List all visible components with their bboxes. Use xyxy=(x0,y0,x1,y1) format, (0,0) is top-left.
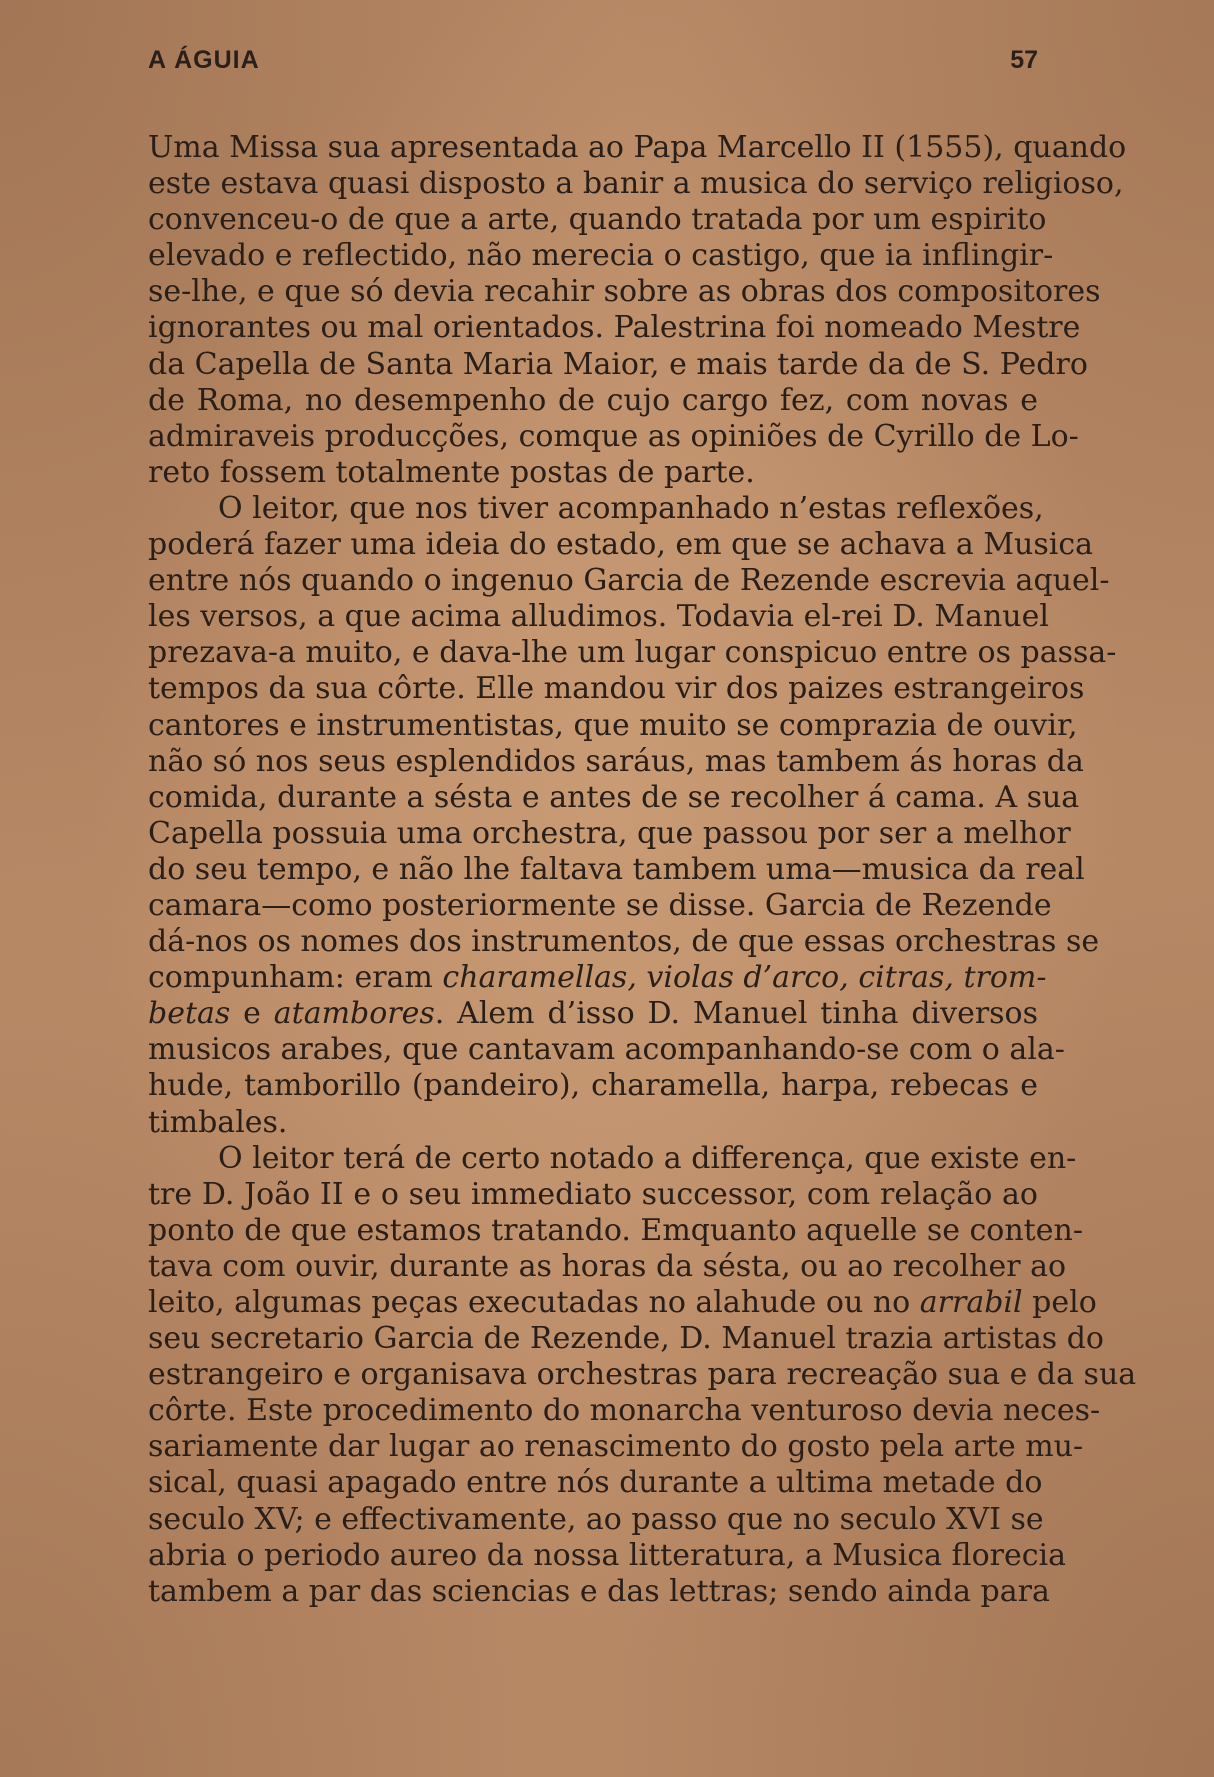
text-line: camara—como posteriormente se disse. Garcia de Rezende xyxy=(148,887,1052,923)
text-line: ponto de que estamos tratando. Emquanto aquelle se conten- xyxy=(148,1212,1083,1248)
text-line: seu secretario Garcia de Rezende, D. Manuel trazia artistas do xyxy=(148,1321,1104,1357)
text-line: compunham: eram charamellas, violas d’arco, citras, trom- xyxy=(148,960,1047,996)
text-line: leito, algumas peças executadas no alahude ou no arrabil pelo xyxy=(148,1285,1097,1320)
text-line: comida, durante a sésta e antes de se recolher á cama. A sua xyxy=(148,779,1080,815)
text-line: O leitor, que nos tiver acompanhado n’estas reflexões, xyxy=(218,490,1044,526)
text-line: seculo XV; e effectivamente, ao passo que no seculo XVI se xyxy=(148,1501,1044,1537)
text-line: tava com ouvir, durante as horas da sésta, ou ao recolher ao xyxy=(148,1248,1067,1284)
text-line: hude, tamborillo (pandeiro), charamella, harpa, rebecas e xyxy=(148,1068,1038,1104)
running-head xyxy=(148,46,1038,86)
text-line: betas e atambores. Alem d’isso D. Manuel tinha diversos xyxy=(148,996,1039,1032)
text-line: sical, quasi apagado entre nós durante a ultima metade do xyxy=(148,1465,1043,1501)
text-line: côrte. Este procedimento do monarcha venturoso devia neces- xyxy=(148,1393,1101,1429)
text-line: se-lhe, e que só devia recahir sobre as obras dos compositores xyxy=(148,274,1101,310)
text-line: da Capella de Santa Maria Maior, e mais tarde da de S. Pedro xyxy=(148,346,1088,382)
text-line: este estava quasi disposto a banir a musica do serviço religioso, xyxy=(148,166,1124,202)
text-line: O leitor terá de certo notado a differença, que existe en- xyxy=(218,1140,1077,1176)
text-line: reto fossem totalmente postas de parte. xyxy=(148,454,755,490)
text-line: do seu tempo, e não lhe faltava tambem uma—musica da real xyxy=(148,851,1085,887)
text-line: tambem a par das sciencias e das lettras; sendo ainda para xyxy=(148,1573,1050,1609)
text-line: ignorantes ou mal orientados. Palestrina foi nomeado Mestre xyxy=(148,310,1081,346)
text-line: admiraveis producções, comque as opiniões de Cyrillo de Lo- xyxy=(148,418,1079,454)
text-line: les versos, a que acima alludimos. Todavia el-rei D. Manuel xyxy=(148,599,1049,635)
text-line: prezava-a muito, e dava-lhe um lugar conspicuo entre os passa- xyxy=(148,635,1117,671)
text-line: estrangeiro e organisava orchestras para recreação sua e da sua xyxy=(148,1357,1137,1393)
text-line: tempos da sua côrte. Elle mandou vir dos paizes estrangeiros xyxy=(148,671,1085,707)
text-line: tre D. João II e o seu immediato successor, com relação ao xyxy=(148,1176,1038,1212)
page-number: 57 xyxy=(1010,46,1038,74)
text-line: cantores e instrumentistas, que muito se comprazia de ouvir, xyxy=(148,707,1078,743)
text-line: elevado e reflectido, não merecia o castigo, que ia inflingir- xyxy=(148,238,1054,274)
text-line: musicos arabes, que cantavam acompanhando-se com o ala- xyxy=(148,1032,1065,1068)
text-line: timbales. xyxy=(148,1104,288,1140)
text-line: abria o periodo aureo da nossa litteratura, a Musica florecia xyxy=(148,1537,1067,1573)
text-line: Uma Missa sua apresentada ao Papa Marcello II (1555), quando xyxy=(148,130,1127,165)
body-text xyxy=(148,130,1137,1610)
text-line: entre nós quando o ingenuo Garcia de Rezende escrevia aquel- xyxy=(148,563,1110,599)
text-line: de Roma, no desempenho de cujo cargo fez, com novas e xyxy=(148,382,1038,418)
text-line: Capella possuia uma orchestra, que passou por ser a melhor xyxy=(148,815,1071,851)
running-title: A ÁGUIA xyxy=(148,46,260,74)
text-line: sariamente dar lugar ao renascimento do gosto pela arte mu- xyxy=(148,1429,1084,1465)
text-line: convenceu-o de que a arte, quando tratada por um espirito xyxy=(148,202,1047,238)
text-line: não só nos seus esplendidos saráus, mas tambem ás horas da xyxy=(148,743,1084,779)
text-line: poderá fazer uma ideia do estado, em que se achava a Musica xyxy=(148,527,1094,563)
text-line: dá-nos os nomes dos instrumentos, de que essas orchestras se xyxy=(148,924,1100,960)
